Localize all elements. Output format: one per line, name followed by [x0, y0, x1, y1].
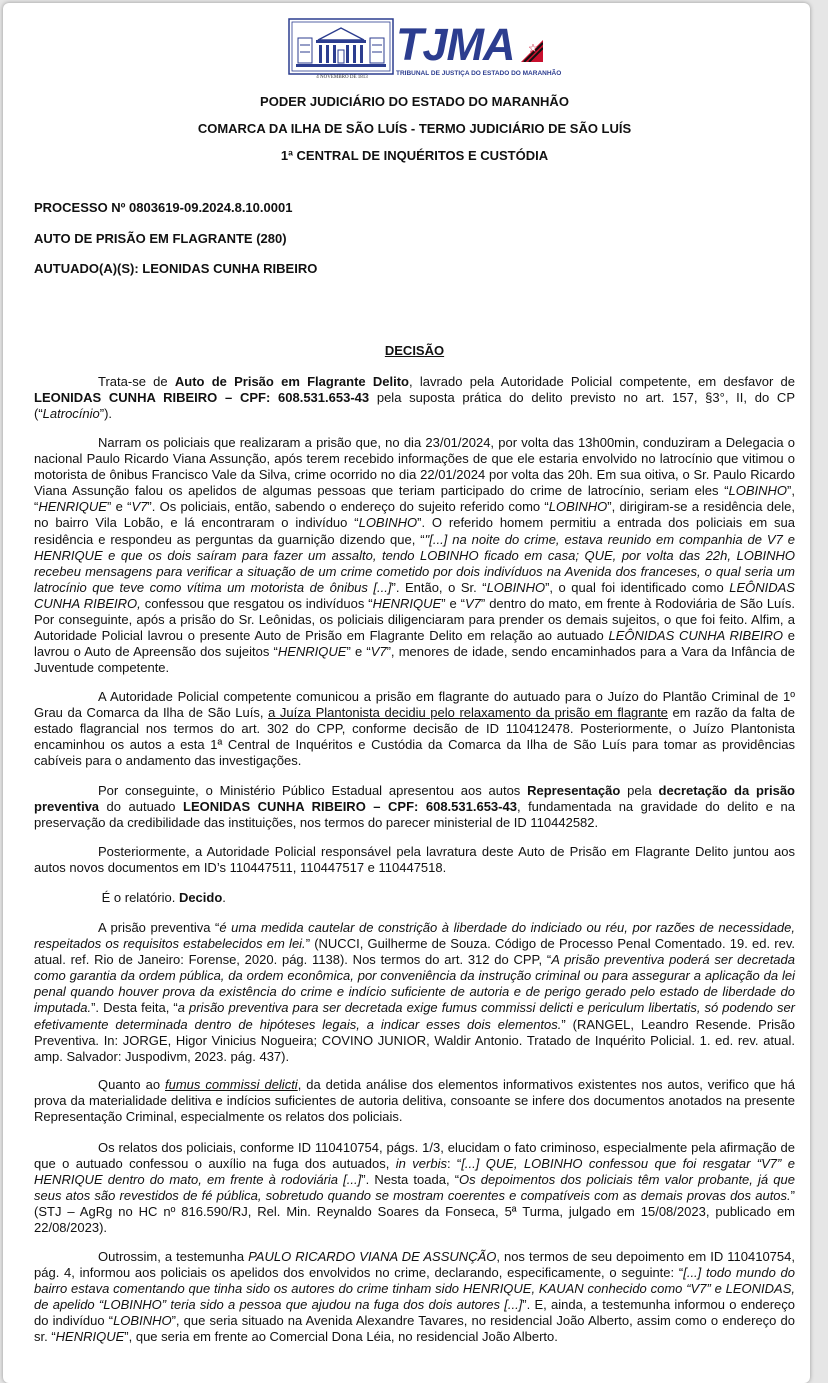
- paragraph-7: A prisão preventiva “é uma medida cautelar de constrição à liberdade do indiciado ou réu, por razões de necessidade, respeitados os requisitos estabelecidos em lei.” (NUCCI, Guilherme de Souza. Código de Processo Penal Comentado. 19. ed. rev. atual. ref. Rio de Janeiro: Forense, 2020. pág. 1138). Nos termos do art. 312 do CPP, “A prisão preventiva poderá ser decretada como garantia da ordem pública, da ordem econômica, por conveniência da instrução criminal ou para assegurar a aplicação da lei penal quando houver prova da existência do crime e indício suficiente de autoria e de perigo gerado pelo estado de liberdade do imputada.”. Desta feita, “a prisão preventiva para ser decretada exige fumus commissi delicti e periculum libertatis, só podendo ser efetivamente determinada dentro de hipóteses legais, a indicar esses dois elementos.” (RANGEL, Leandro Resende. Prisão Preventiva. In: JORGE, Higor Vinicius Nogueira; COVINO JUNIOR, Waldir Antonio. Tratado de Inquérito Policial. 1. ed. rev. atual. amp. Salvador: Juspodivm, 2023. pág. 437).: [34, 920, 796, 1064]
- tjma-logo: [288, 18, 562, 88]
- paragraph-9: Os relatos dos policiais, conforme ID 110410754, págs. 1/3, elucidam o fato criminoso, especialmente pela afirmação de que o autuado confessou o auxílio na fuga dos autuados, in verbis: “[...] QUE, LOBINHO confessou que foi resgatar “V7” e HENRIQUE dentro do mato, em frente à rodoviária [...]”. Nesta toada, “Os depoimentos dos policiais têm valor probante, já que seus atos são revestidos de fé pública, sobretudo quando se mostram coerentes e compatíveis com as demais provas dos autos.” (STJ – AgRg no HC nº 816.590/RJ, Rel. Min. Reynaldo Soares da Fonseca, 5ª Turma, julgado em 15/08/2023, publicado em 22/08/2023).: [34, 1140, 795, 1236]
- paragraph-2: Narram os policiais que realizaram a prisão que, no dia 23/01/2024, por volta das 13h00min, conduziram a Delegacia o nacional Paulo Ricardo Viana Assunção, após terem recebido informações de que ele estaria envolvido no latrocínio que vitimou o motorista de ônibus Francisco Vale da Silva, crime ocorrido no dia 22/01/2024 por volta das 20h. Em sua oitiva, o Sr. Paulo Ricardo Viana Assunção falou os apelidos de algumas pessoas que teriam participado do crime de latrocínio, seriam eles “LOBINHO”, “HENRIQUE” e “V7”. Os policiais, então, sabendo o endereço do sujeito referido como “LOBINHO”, dirigiram-se a residência dele, no bairro Vila Lobão, e lá encontraram o indivíduo “LOBINHO”. O referido homem permitiu a entrada dos policiais em sua residência e respondeu as perguntas da guarnição dizendo que, “"[...] na noite do crime, estava reunido em companhia de V7 e HENRIQUE e que os dois saíram para fazer um assalto, tendo LOBINHO ficado em casa; QUE, por volta das 22h, LOBINHO recebeu mensagens para verificar a situação de um crime cometido por dois indivíduos na Avenida dos franceses, o qual seria um latrocínio que teve como vítima um motorista de ônibus [...]”. Então, o Sr. “LOBINHO”, o qual foi identificado como LEÔNIDAS CUNHA RIBEIRO, confessou que resgatou os indivíduos “HENRIQUE” e “V7” dentro do mato, em frente à Rodoviária de São Luís. Por conseguinte, após a prisão do Sr. Leônidas, os policiais diligenciaram para prender os demais sujeitos, o que foi feito. Alfim, a Autoridade Policial lavrou o presente Auto de Prisão em Flagrante Delito em relação ao autuado LEÔNIDAS CUNHA RIBEIRO e lavrou o Auto de Apreensão dos sujeitos “HENRIQUE” e “V7”, menores de idade, sendo encaminhados para a Vara da Infância de Juventude competente.: [34, 435, 796, 676]
- auto-type: AUTO DE PRISÃO EM FLAGRANTE (280): [34, 231, 287, 246]
- decision-title: DECISÃO: [384, 343, 445, 358]
- header-line-1: PODER JUDICIÁRIO DO ESTADO DO MARANHÃO: [260, 94, 569, 109]
- processo-number: PROCESSO Nº 0803619-09.2024.8.10.0001: [34, 200, 293, 215]
- paragraph-3: A Autoridade Policial competente comunicou a prisão em flagrante do autuado para o Juízo do Plantão Criminal de 1º Grau da Comarca da Ilha de São Luís, a Juíza Plantonista decidiu pelo relaxamento da prisão em flagrante em razão da falta de estado flagrancial nos termos do art. 302 do CPP, conforme decisão de ID 110412478. Posteriormente, o Juízo Plantonista encaminhou os autos a esta 1ª Central de Inquéritos e Custódia da Comarca da Ilha de São Luís para tomar as providências cabíveis para o andamento das investigações.: [34, 689, 795, 769]
- document-page: [3, 3, 810, 1383]
- paragraph-6: É o relatório. Decido.: [98, 890, 226, 905]
- maranhao-flag-icon: [521, 40, 543, 62]
- header-line-3: 1ª CENTRAL DE INQUÉRITOS E CUSTÓDIA: [280, 148, 549, 163]
- tjma-subtitle: TRIBUNAL DE JUSTIÇA DO ESTADO DO MARANHÃO: [396, 70, 562, 77]
- paragraph-4: Por conseguinte, o Ministério Público Estadual apresentou aos autos Representação pela decretação da prisão preventiva do autuado LEONIDAS CUNHA RIBEIRO – CPF: 608.531.653-43, fundamentada na gravidade do delito e na preservação da credibilidade das instituições, nos termos do parecer ministerial de ID 110442582.: [34, 783, 795, 831]
- paragraph-5: Posteriormente, a Autoridade Policial responsável pela lavratura deste Auto de Prisão em Flagrante Delito juntou aos autos novos documentos em ID’s 110447511, 110447517 e 110447518.: [34, 844, 795, 876]
- paragraph-10: Outrossim, a testemunha PAULO RICARDO VIANA DE ASSUNÇÃO, nos termos de seu depoimento em ID 110410754, pág. 4, informou aos policiais os apelidos dos envolvidos no crime, declarando, especificamente, o seguinte: “[...] todo mundo do bairro estava comentando que tinha sido os autores do crime tinham sido HENRIQUE, KAUAN conhecido como “V7” e LEONIDAS, de apelido “LOBINHO” teria sido a pessoa que ajudou na fuga dos dois autores [...]”. E, ainda, a testemunha informou o endereço do indivíduo “LOBINHO”, que seria situado na Avenida Alexandre Tavares, no residencial João Alberto, assim como o endereço do sr. “HENRIQUE”, que seria em frente ao Comercial Dona Léia, no residencial João Alberto.: [34, 1249, 796, 1345]
- seal-caption: 4 NOVEMBRO DE 1813: [316, 75, 368, 80]
- autuado-name: AUTUADO(A)(S): LEONIDAS CUNHA RIBEIRO: [34, 261, 318, 276]
- header-line-2: COMARCA DA ILHA DE SÃO LUÍS - TERMO JUDICIÁRIO DE SÃO LUÍS: [197, 121, 632, 136]
- paragraph-1: Trata-se de Auto de Prisão em Flagrante Delito, lavrado pela Autoridade Policial competente, em desfavor de LEONIDAS CUNHA RIBEIRO – CPF: 608.531.653-43 pela suposta prática do delito previsto no art. 157, §3°, II, do CP (“Latrocínio”).: [34, 374, 795, 422]
- paragraph-8: Quanto ao fumus commissi delicti, da detida análise dos elementos informativos existentes nos autos, verifico que há prova da materialidade delitiva e indícios suficientes de autoria delitiva, consoante se infere dos documentos anotados na presente Representação Criminal, especialmente os relatos dos policiais.: [34, 1077, 796, 1125]
- tjma-wordmark: TJMA: [396, 19, 515, 70]
